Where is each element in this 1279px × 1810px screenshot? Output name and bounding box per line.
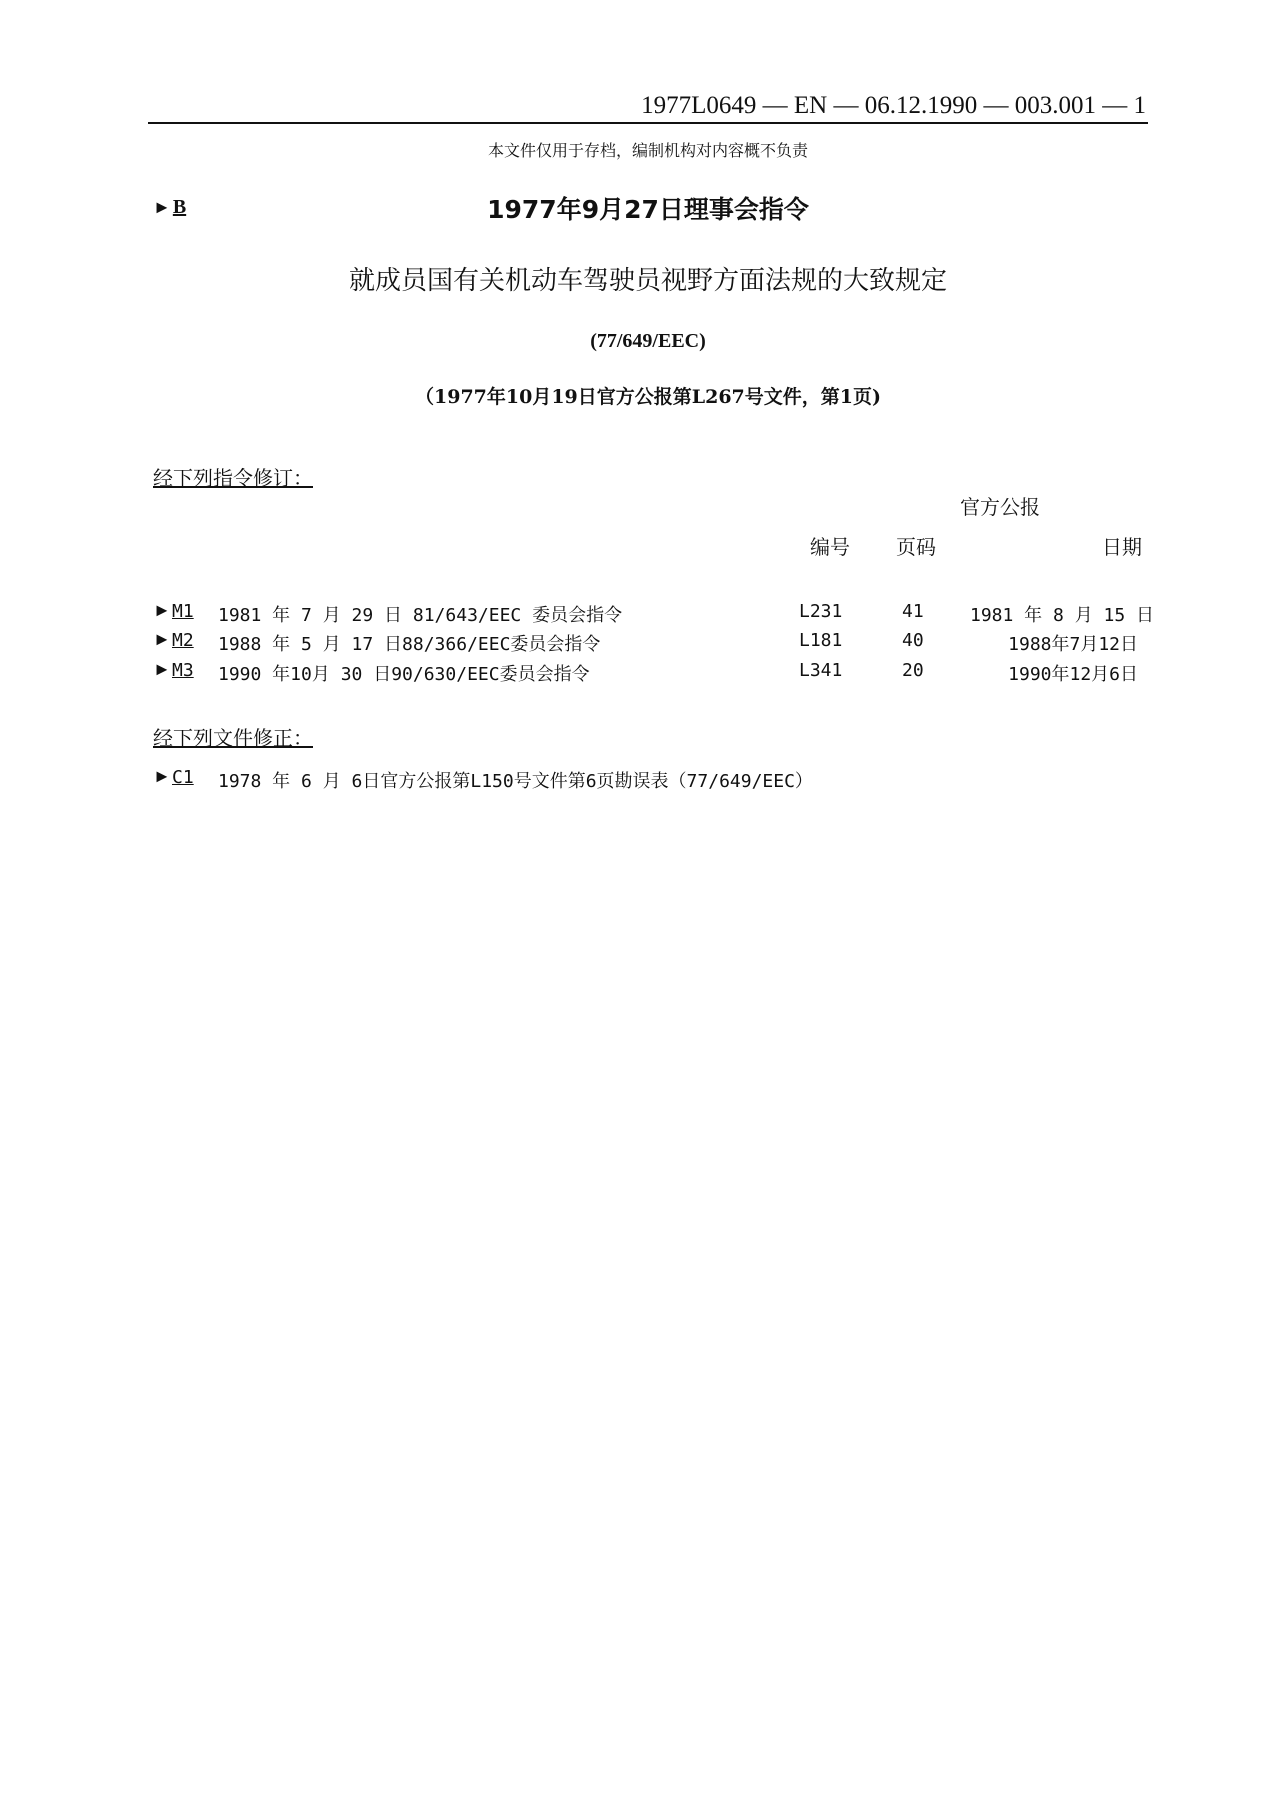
amendment-oj-number: L231 [799, 601, 843, 622]
amendment-oj-page: 41 [902, 601, 924, 622]
disclaimer: 本文件仅用于存档，编制机构对内容概不负责 [487, 141, 808, 160]
amendment-oj-page: 20 [902, 660, 924, 681]
amendment-oj-date: 1990年12月6日 [1008, 664, 1138, 685]
amendment-oj-date: 1988年7月12日 [1008, 634, 1138, 655]
amendment-code-m3[interactable]: M3 [172, 660, 194, 681]
document-reference: 1977L0649 — EN — 06.12.1990 — 003.001 — 1 [641, 92, 1146, 119]
arrow-right-icon: ► [153, 629, 171, 649]
header-divider [148, 122, 1148, 124]
column-header-number: 编号 [810, 535, 850, 559]
document-subtitle: 就成员国有关机动车驾驶员视野方面法规的大致规定 [348, 266, 947, 296]
base-marker-code[interactable]: B [172, 196, 187, 218]
amendment-oj-number: L341 [799, 660, 843, 681]
amendments-heading: 经下列指令修订： [153, 466, 313, 490]
amendment-title: 1990 年10月 30 日90/630/EEC委员会指令 [218, 664, 590, 685]
arrow-right-icon: ► [153, 766, 171, 786]
amendment-title: 1988 年 5 月 17 日88/366/EEC委员会指令 [218, 634, 601, 655]
amendment-oj-date: 1981 年 8 月 15 日 [970, 605, 1155, 626]
amendment-code-m1[interactable]: M1 [172, 601, 194, 622]
official-journal-reference: （1977年10月19日官方公报第L267号文件，第1页) [415, 386, 881, 408]
amendment-oj-number: L181 [799, 630, 843, 651]
arrow-right-icon: ► [153, 659, 171, 679]
amendment-title: 1981 年 7 月 29 日 81/643/EEC 委员会指令 [218, 605, 623, 626]
column-header-date: 日期 [1102, 535, 1142, 559]
document-title: 1977年9月27日理事会指令 [487, 195, 809, 224]
amendment-code-m2[interactable]: M2 [172, 630, 194, 651]
correction-code-c1[interactable]: C1 [172, 767, 194, 788]
correction-title: 1978 年 6 月 6日官方公报第L150号文件第6页勘误表（77/649/EEC） [218, 771, 813, 792]
amendment-oj-page: 40 [902, 630, 924, 651]
official-journal-column-group: 官方公报 [960, 495, 1040, 519]
column-header-page: 页码 [896, 535, 936, 559]
arrow-right-icon: ► [153, 600, 171, 620]
corrections-heading: 经下列文件修正： [153, 726, 313, 750]
document-number: (77/649/EEC) [590, 330, 706, 352]
arrow-right-icon: ► [153, 197, 171, 217]
